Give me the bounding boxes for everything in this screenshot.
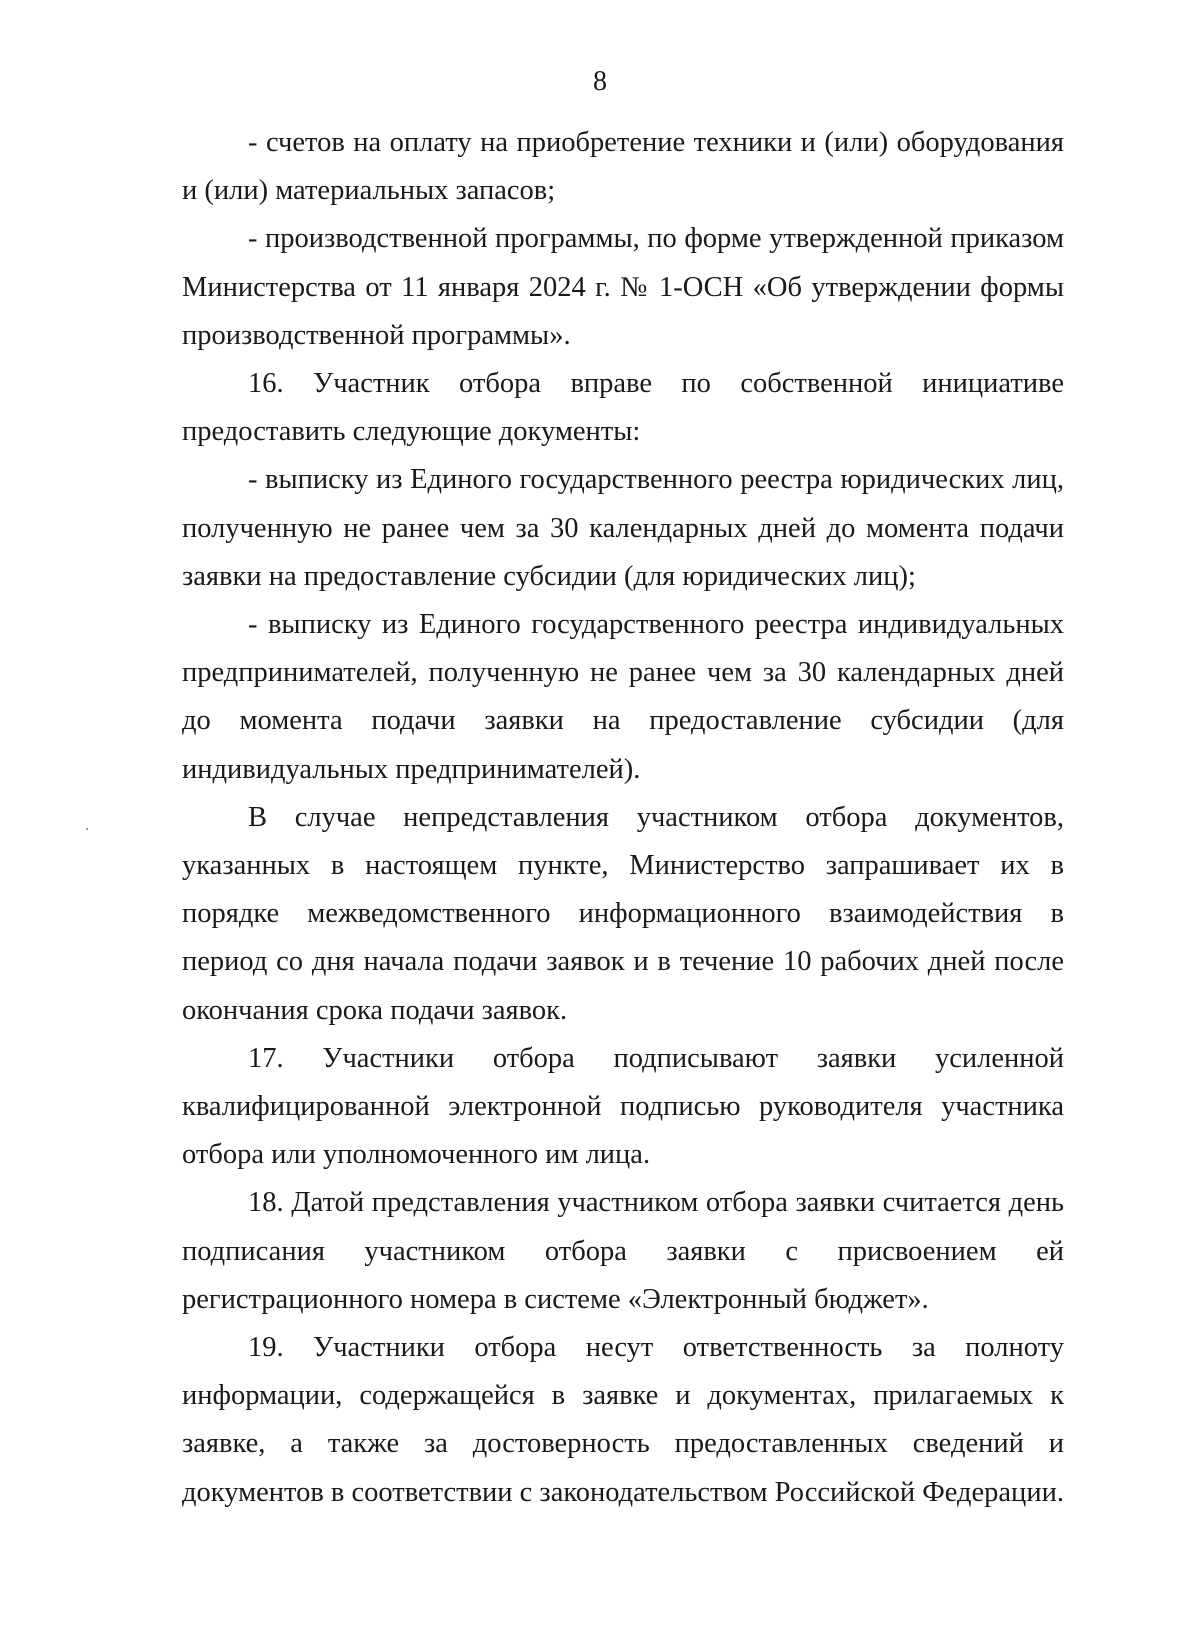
paragraph-egrul-extract: - выписку из Единого государственного реестра юридических лиц, полученную не ранее чем за 30 календарных дней до момента подачи заявки на предоставление субсидии (для юридических лиц); [182, 464, 1064, 592]
paragraph-invoices: - счетов на оплату на приобретение техники и (или) оборудования и (или) материальных запасов; [182, 127, 1064, 207]
paragraph-17: 17. Участники отбора подписывают заявки усиленной квалифицированной электронной подписью руководителя участника отбора или уполномоченного им лица. [182, 1042, 1064, 1171]
paragraph-non-submission: В случае непредставления участником отбора документов, указанных в настоящем пункте, Министерство запрашивает их в порядке межведомственного информационного взаимодействия в период со дня начала подачи заявок и в течение 10 рабочих дней после окончания срока подачи заявок. [182, 801, 1064, 1026]
page-number: 8 [593, 66, 607, 97]
paragraph-18: 18. Датой представления участником отбора заявки считается день подписания участником отбора заявки с присвоением ей регистрационного номера в системе «Электронный бюджет». [182, 1187, 1064, 1315]
document-body [182, 119, 1064, 1517]
scan-speck [86, 828, 88, 830]
paragraph-16: 16. Участник отбора вправе по собственной инициативе предоставить следующие документы: [182, 368, 1064, 448]
paragraph-production-program: - производственной программы, по форме утвержденной приказом Министерства от 11 января 2024 г. № 1-ОСН «Об утверждении формы производственной программы». [182, 223, 1064, 351]
paragraph-19: 19. Участники отбора несут ответственность за полноту информации, содержащейся в заявке и документах, прилагаемых к заявке, а также за достоверность предоставленных сведений и документов в соответствии с законодательством Российской Федерации. [182, 1332, 1064, 1508]
paragraph-egrip-extract: - выписку из Единого государственного реестра индивидуальных предпринимателей, полученную не ранее чем за 30 календарных дней до момента подачи заявки на предоставление субсидии (для индивидуальных предпринимателей). [182, 609, 1064, 785]
